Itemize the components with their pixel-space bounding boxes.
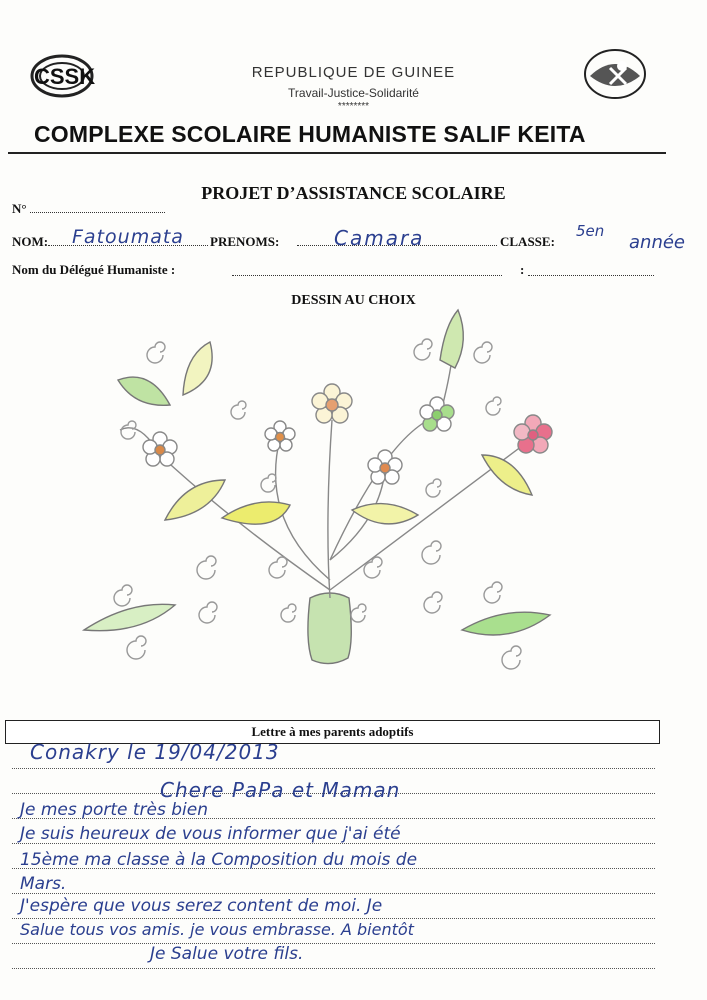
- letter-line-8: Salue tous vos amis. je vous embrasse. A bientôt: [20, 920, 414, 939]
- rule-8: [12, 943, 655, 944]
- nom-dots: [48, 236, 208, 246]
- prenoms-label: PRENOMS:: [210, 234, 280, 249]
- classe-value: année: [629, 232, 685, 253]
- flower-drawing: [70, 300, 570, 700]
- letter-line-5: 15ème ma classe à la Composition du mois de: [20, 850, 418, 870]
- letter-line-3: Je mes porte très bien: [20, 800, 208, 820]
- number-value: [30, 212, 165, 213]
- nom-row: [12, 222, 702, 256]
- svg-text:CSSK: CSSK: [34, 64, 96, 89]
- letter-line-6: Mars.: [20, 874, 67, 894]
- delegue-colon: :: [520, 262, 525, 277]
- delegue-label: Nom du Délégué Humaniste :: [12, 262, 176, 277]
- header-rule: [8, 152, 666, 154]
- number-label: N°: [12, 201, 27, 216]
- delegue-dots: [232, 265, 502, 276]
- form-title: PROJET D’ASSISTANCE SCOLAIRE: [201, 183, 506, 203]
- letter-title: Lettre à mes parents adoptifs: [251, 724, 414, 739]
- rule-6: [12, 893, 655, 894]
- drawing-title: DESSIN AU CHOIX: [291, 293, 416, 308]
- delegue-row: [12, 262, 702, 282]
- letter-line-7: J'espère que vous serez content de moi. Je: [20, 896, 383, 916]
- rule-9: [12, 968, 655, 969]
- rule-1: [12, 768, 655, 769]
- prenoms-value: Camara: [334, 226, 425, 250]
- country-name: REPUBLIQUE DE GUINEE: [251, 64, 456, 81]
- letter-line-2: Chere PaPa et Maman: [160, 778, 401, 802]
- stars: ********: [337, 101, 370, 112]
- letter-line-4: Je suis heureux de vous informer que j'ai été: [20, 824, 401, 844]
- classe-sup: 5en: [576, 222, 605, 240]
- letter-line-9: Je Salue votre fils.: [150, 944, 304, 964]
- classe-label: CLASSE:: [500, 234, 555, 249]
- nom-value: Fatoumata: [72, 226, 184, 248]
- nom-label: NOM:: [12, 234, 49, 249]
- motto: Travail-Justice-Solidarité: [288, 86, 419, 100]
- delegue-dots-2: [528, 265, 654, 276]
- school-name: COMPLEXE SCOLAIRE HUMANISTE SALIF KEITA: [34, 121, 586, 147]
- number-field: [12, 201, 165, 217]
- letter-line-1: Conakry le 19/04/2013: [30, 740, 280, 764]
- rule-7: [12, 918, 655, 919]
